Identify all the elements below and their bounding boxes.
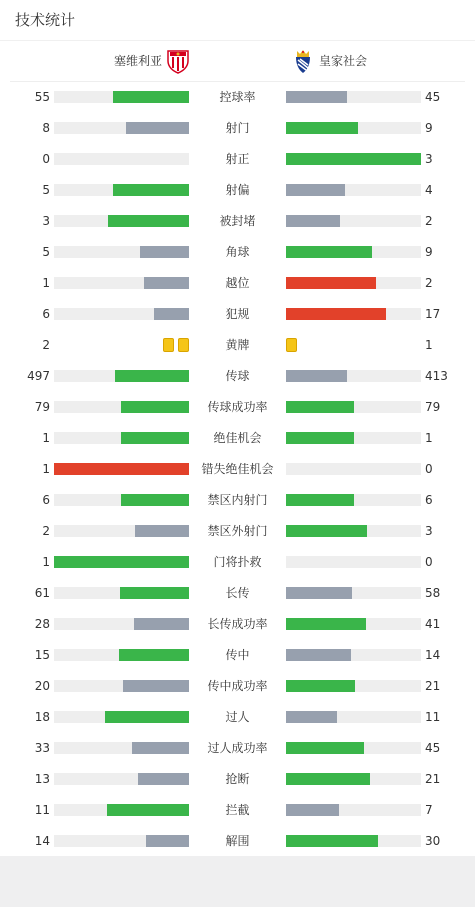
away-stat-value: 79 xyxy=(425,400,441,414)
home-stat-bar-fill xyxy=(123,680,189,692)
away-stat-bar-fill xyxy=(286,91,347,103)
away-stat-value: 7 xyxy=(425,803,433,817)
stat-row xyxy=(0,552,475,572)
away-stat-value: 58 xyxy=(425,586,441,600)
stat-label: 传中成功率 xyxy=(207,679,268,693)
home-stat-bar-fill xyxy=(144,277,189,289)
stat-label: 过人成功率 xyxy=(207,741,268,755)
away-stat-bar xyxy=(286,370,421,382)
away-stat-bar-fill xyxy=(286,215,340,227)
stat-label: 控球率 xyxy=(219,90,256,104)
away-stat-bar xyxy=(286,91,421,103)
away-stat-bar xyxy=(286,835,421,847)
home-stat-bar xyxy=(54,277,189,289)
stat-row xyxy=(0,707,475,727)
home-stat-value: 14 xyxy=(34,834,50,848)
away-stat-bar-fill xyxy=(286,494,354,506)
stat-label: 犯规 xyxy=(225,307,250,321)
away-stat-bar xyxy=(286,618,421,630)
real-sociedad-crest-icon[interactable] xyxy=(291,48,315,74)
home-stat-bar xyxy=(54,494,189,506)
home-stat-bar xyxy=(54,91,189,103)
stat-row xyxy=(0,738,475,758)
away-stat-bar xyxy=(286,246,421,258)
home-stat-value: 11 xyxy=(34,803,50,817)
away-stat-value: 6 xyxy=(425,493,433,507)
home-stat-value: 497 xyxy=(27,369,50,383)
stat-row xyxy=(0,831,475,851)
away-stat-value: 4 xyxy=(425,183,433,197)
stat-row xyxy=(0,335,475,355)
stat-label: 角球 xyxy=(225,245,250,259)
stat-row xyxy=(0,459,475,479)
home-stat-value: 6 xyxy=(42,493,50,507)
home-stat-value: 6 xyxy=(42,307,50,321)
away-stat-value: 21 xyxy=(425,772,441,786)
away-stat-value: 2 xyxy=(425,276,433,290)
yellow-card-icon xyxy=(286,338,297,352)
away-stat-bar xyxy=(286,215,421,227)
away-stat-bar-fill xyxy=(286,370,347,382)
stat-row xyxy=(0,583,475,603)
home-stat-bar xyxy=(54,184,189,196)
home-stat-bar-fill xyxy=(154,308,189,320)
stat-label: 黄牌 xyxy=(225,338,250,352)
stat-row xyxy=(0,180,475,200)
home-stat-bar-fill xyxy=(115,370,189,382)
home-stat-value: 5 xyxy=(42,183,50,197)
stat-label: 长传成功率 xyxy=(207,617,268,631)
away-stat-bar xyxy=(286,153,421,165)
home-stat-value: 33 xyxy=(34,741,50,755)
home-stat-value: 2 xyxy=(42,338,50,352)
stat-label: 禁区内射门 xyxy=(207,493,268,507)
home-stat-bar-fill xyxy=(126,122,189,134)
home-stat-bar xyxy=(54,587,189,599)
home-stat-value: 61 xyxy=(34,586,50,600)
away-stat-bar-fill xyxy=(286,277,376,289)
home-stat-bar-fill xyxy=(135,525,189,537)
away-stat-bar xyxy=(286,277,421,289)
home-stat-bar xyxy=(54,122,189,134)
stat-row xyxy=(0,242,475,262)
away-stat-value: 3 xyxy=(425,524,433,538)
home-stat-bar xyxy=(54,370,189,382)
stat-label: 传中 xyxy=(225,648,250,662)
home-stat-value: 2 xyxy=(42,524,50,538)
home-stat-bar-fill xyxy=(121,432,189,444)
home-stat-value: 18 xyxy=(34,710,50,724)
home-stat-bar xyxy=(54,680,189,692)
stat-row xyxy=(0,304,475,324)
away-stat-bar xyxy=(286,525,421,537)
away-stat-value: 11 xyxy=(425,710,441,724)
home-stat-bar xyxy=(54,649,189,661)
divider xyxy=(10,81,465,82)
home-stat-value: 1 xyxy=(42,462,50,476)
away-stat-value: 2 xyxy=(425,214,433,228)
home-stat-value: 1 xyxy=(42,276,50,290)
home-stat-bar-fill xyxy=(138,773,189,785)
away-stat-value: 30 xyxy=(425,834,441,848)
away-stat-value: 9 xyxy=(425,245,433,259)
home-stat-bar xyxy=(54,618,189,630)
home-stat-value: 28 xyxy=(34,617,50,631)
stat-row xyxy=(0,397,475,417)
home-yellow-cards xyxy=(163,338,193,352)
home-stat-bar xyxy=(54,432,189,444)
home-stat-bar xyxy=(54,525,189,537)
page-title: 技术统计 xyxy=(15,11,76,29)
away-stat-bar xyxy=(286,587,421,599)
stat-label: 越位 xyxy=(225,276,250,290)
home-stat-bar-fill xyxy=(113,184,189,196)
stat-label: 拦截 xyxy=(225,803,250,817)
away-stat-bar-fill xyxy=(286,525,367,537)
away-stat-value: 17 xyxy=(425,307,441,321)
away-stat-value: 14 xyxy=(425,648,441,662)
stat-row xyxy=(0,366,475,386)
home-stat-value: 15 xyxy=(34,648,50,662)
away-stat-bar-fill xyxy=(286,773,370,785)
stat-row xyxy=(0,800,475,820)
home-stat-value: 3 xyxy=(42,214,50,228)
away-stat-bar xyxy=(286,649,421,661)
home-stat-bar-fill xyxy=(54,463,189,475)
away-stat-bar-fill xyxy=(286,742,364,754)
stat-label: 射偏 xyxy=(225,183,250,197)
stat-label: 被封堵 xyxy=(219,214,256,228)
home-stat-value: 5 xyxy=(42,245,50,259)
stat-row xyxy=(0,118,475,138)
away-stat-bar xyxy=(286,494,421,506)
sevilla-crest-icon[interactable] xyxy=(166,48,190,74)
stat-row xyxy=(0,211,475,231)
away-team-name[interactable]: 皇家社会 xyxy=(319,54,368,68)
away-stat-bar-fill xyxy=(286,401,354,413)
away-stat-value: 413 xyxy=(425,369,448,383)
home-stat-bar-fill xyxy=(134,618,189,630)
away-stat-value: 41 xyxy=(425,617,441,631)
home-stat-value: 1 xyxy=(42,555,50,569)
home-stat-bar-fill xyxy=(108,215,189,227)
away-stat-value: 45 xyxy=(425,90,441,104)
home-stat-bar-fill xyxy=(146,835,189,847)
away-stat-bar xyxy=(286,432,421,444)
stat-label: 门将扑救 xyxy=(213,555,262,569)
stat-row xyxy=(0,521,475,541)
home-stat-bar-fill xyxy=(132,742,189,754)
home-stat-bar xyxy=(54,711,189,723)
home-stat-value: 55 xyxy=(34,90,50,104)
away-stat-value: 0 xyxy=(425,462,433,476)
stat-row xyxy=(0,428,475,448)
away-stat-bar-fill xyxy=(286,618,366,630)
away-stat-bar xyxy=(286,742,421,754)
stat-row xyxy=(0,273,475,293)
away-stat-bar-fill xyxy=(286,680,355,692)
away-stat-bar xyxy=(286,401,421,413)
home-stat-bar xyxy=(54,556,189,568)
stat-row xyxy=(0,614,475,634)
away-yellow-cards xyxy=(286,338,301,352)
away-stat-bar-fill xyxy=(286,835,378,847)
home-stat-value: 13 xyxy=(34,772,50,786)
away-stat-bar xyxy=(286,804,421,816)
stat-row xyxy=(0,676,475,696)
stat-label: 错失绝佳机会 xyxy=(201,462,274,476)
home-stat-bar xyxy=(54,215,189,227)
home-stat-bar-fill xyxy=(113,91,189,103)
stat-label: 传球成功率 xyxy=(207,400,268,414)
home-stat-bar xyxy=(54,463,189,475)
stat-label: 过人 xyxy=(225,710,250,724)
away-stat-bar xyxy=(286,773,421,785)
stat-row xyxy=(0,645,475,665)
away-stat-bar xyxy=(286,184,421,196)
away-stat-bar xyxy=(286,463,421,475)
stat-label: 抢断 xyxy=(225,772,250,786)
home-stat-bar-fill xyxy=(121,401,189,413)
away-stat-bar-fill xyxy=(286,804,339,816)
stat-label: 解围 xyxy=(225,834,250,848)
home-stat-bar xyxy=(54,308,189,320)
home-stat-bar xyxy=(54,835,189,847)
home-stat-bar xyxy=(54,773,189,785)
yellow-card-icon xyxy=(178,338,189,352)
yellow-card-icon xyxy=(163,338,174,352)
home-stat-value: 20 xyxy=(34,679,50,693)
home-stat-value: 1 xyxy=(42,431,50,445)
stat-label: 传球 xyxy=(225,369,250,383)
home-stat-bar-fill xyxy=(54,556,189,568)
stat-row xyxy=(0,87,475,107)
away-stat-bar-fill xyxy=(286,184,345,196)
away-stat-value: 1 xyxy=(425,431,433,445)
away-stat-bar-fill xyxy=(286,246,372,258)
away-stat-bar-fill xyxy=(286,308,386,320)
stat-label: 射门 xyxy=(225,121,250,135)
home-stat-bar-fill xyxy=(105,711,189,723)
away-stat-bar-fill xyxy=(286,432,354,444)
home-stat-bar xyxy=(54,246,189,258)
away-stat-bar xyxy=(286,122,421,134)
home-stat-bar xyxy=(54,742,189,754)
home-stat-bar xyxy=(54,153,189,165)
home-stat-bar-fill xyxy=(120,587,189,599)
away-stat-bar-fill xyxy=(286,587,352,599)
home-stat-bar-fill xyxy=(140,246,189,258)
home-stat-value: 0 xyxy=(42,152,50,166)
stat-label: 射正 xyxy=(225,152,250,166)
away-stat-value: 1 xyxy=(425,338,433,352)
away-stat-bar-fill xyxy=(286,122,358,134)
home-stat-value: 8 xyxy=(42,121,50,135)
away-stat-value: 3 xyxy=(425,152,433,166)
home-stat-value: 79 xyxy=(34,400,50,414)
team-header xyxy=(0,41,475,81)
away-stat-bar xyxy=(286,711,421,723)
stat-label: 禁区外射门 xyxy=(207,524,268,538)
stat-label: 长传 xyxy=(225,586,250,600)
stat-row xyxy=(0,769,475,789)
home-stat-bar-fill xyxy=(121,494,189,506)
home-stat-bar xyxy=(54,401,189,413)
stat-row xyxy=(0,490,475,510)
home-stat-bar-fill xyxy=(107,804,189,816)
away-stat-bar xyxy=(286,680,421,692)
away-stat-bar xyxy=(286,556,421,568)
home-stat-bar xyxy=(54,804,189,816)
away-stat-bar-fill xyxy=(286,153,421,165)
stat-label: 绝佳机会 xyxy=(213,431,262,445)
stat-row xyxy=(0,149,475,169)
away-stat-value: 0 xyxy=(425,555,433,569)
home-team-name[interactable]: 塞维利亚 xyxy=(113,54,162,68)
away-stat-bar xyxy=(286,308,421,320)
away-stat-bar-fill xyxy=(286,711,337,723)
away-stat-value: 21 xyxy=(425,679,441,693)
home-stat-bar-fill xyxy=(119,649,189,661)
away-stat-value: 45 xyxy=(425,741,441,755)
away-stat-bar-fill xyxy=(286,649,351,661)
away-stat-value: 9 xyxy=(425,121,433,135)
